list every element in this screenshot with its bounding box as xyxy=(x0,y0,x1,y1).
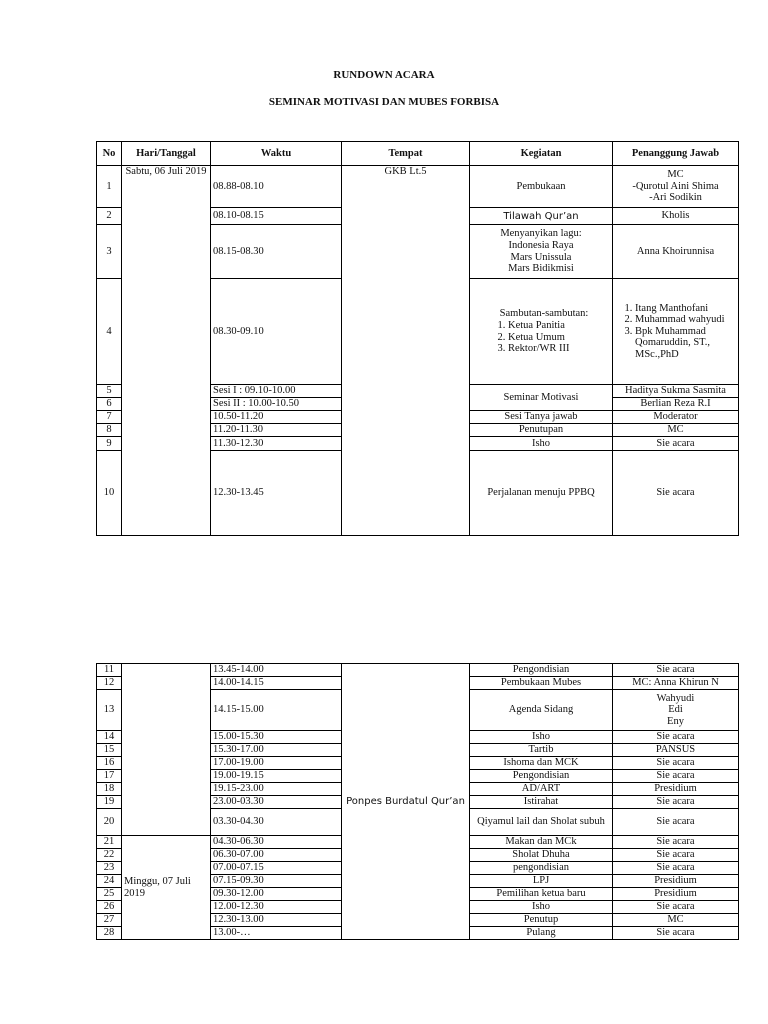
row-pj: Sie acara xyxy=(613,849,739,862)
pj-line: Wahyudi xyxy=(656,692,695,704)
kegiatan-line: Menyanyikan lagu: xyxy=(500,228,582,240)
row-pj: Kholis xyxy=(613,208,739,225)
pj-line: -Qurotul Aini Shima xyxy=(632,180,719,192)
row-no: 23 xyxy=(97,862,122,875)
row-waktu: 08.30-09.10 xyxy=(211,279,342,385)
row-pj: Sie acara xyxy=(613,862,739,875)
row-waktu: 06.30-07.00 xyxy=(211,849,342,862)
pj-line: Edi xyxy=(668,704,683,716)
row-no: 25 xyxy=(97,888,122,901)
row-waktu: 13.00-… xyxy=(211,927,342,940)
row-waktu: 15.30-17.00 xyxy=(211,744,342,757)
row-kegiatan: Qiyamul lail dan Sholat subuh xyxy=(470,809,613,836)
row-no: 11 xyxy=(97,664,122,677)
row-waktu: 09.30-12.00 xyxy=(211,888,342,901)
row-waktu: 11.30-12.30 xyxy=(211,437,342,451)
row-pj: MC xyxy=(613,424,739,437)
row-kegiatan: Pembukaan xyxy=(470,166,613,208)
row-waktu: 08.10-08.15 xyxy=(211,208,342,225)
row-no: 10 xyxy=(97,451,122,536)
row-pj: Presidium xyxy=(613,875,739,888)
header-tempat: Tempat xyxy=(342,142,470,166)
row-waktu: 12.30-13.00 xyxy=(211,914,342,927)
kegiatan-line: Mars Bidikmisi xyxy=(508,263,574,275)
row-date-empty xyxy=(122,664,211,836)
row-waktu: 19.00-19.15 xyxy=(211,770,342,783)
list-item: 1. Itang Manthofani xyxy=(635,303,736,315)
row-pj: Presidium xyxy=(613,783,739,796)
row-no: 17 xyxy=(97,770,122,783)
row-pj: PANSUS xyxy=(613,744,739,757)
row-kegiatan: Tartib xyxy=(470,744,613,757)
row-pj: Moderator xyxy=(613,411,739,424)
row-pj: Anna Khoirunnisa xyxy=(613,225,739,279)
row-kegiatan: Pembukaan Mubes xyxy=(470,677,613,690)
row-pj: Sie acara xyxy=(613,809,739,836)
row-waktu: 15.00-15.30 xyxy=(211,731,342,744)
row-kegiatan: AD/ART xyxy=(470,783,613,796)
row-kegiatan: Tilawah Qur’an xyxy=(470,208,613,225)
row-pj: MC xyxy=(613,914,739,927)
row-no: 6 xyxy=(97,398,122,411)
row-no: 28 xyxy=(97,927,122,940)
row-kegiatan: Ishoma dan MCK xyxy=(470,757,613,770)
table-row xyxy=(97,664,739,677)
table-row xyxy=(97,166,739,208)
row-no: 20 xyxy=(97,809,122,836)
row-kegiatan: Makan dan MCk xyxy=(470,836,613,849)
row-kegiatan: Perjalanan menuju PPBQ xyxy=(470,451,613,536)
row-pj: Haditya Sukma Sasmita xyxy=(613,385,739,398)
row-kegiatan: Agenda Sidang xyxy=(470,690,613,731)
row-no: 27 xyxy=(97,914,122,927)
list-item: 1. Ketua Panitia xyxy=(508,320,610,332)
row-no: 1 xyxy=(97,166,122,208)
row-waktu: 10.50-11.20 xyxy=(211,411,342,424)
row-waktu: 23.00-03.30 xyxy=(211,796,342,809)
row-no: 4 xyxy=(97,279,122,385)
row-date: Minggu, 07 Juli 2019 xyxy=(122,836,211,940)
row-waktu: 08.88-08.10 xyxy=(211,166,342,208)
row-kegiatan: Sholat Dhuha xyxy=(470,849,613,862)
row-no: 7 xyxy=(97,411,122,424)
row-place: GKB Lt.5 xyxy=(342,166,470,536)
row-waktu: 12.00-12.30 xyxy=(211,901,342,914)
row-waktu: 14.00-14.15 xyxy=(211,677,342,690)
kegiatan-heading: Sambutan-sambutan: xyxy=(499,308,589,320)
row-no: 3 xyxy=(97,225,122,279)
row-waktu: 14.15-15.00 xyxy=(211,690,342,731)
row-kegiatan: Sesi Tanya jawab xyxy=(470,411,613,424)
rundown-table-day2 xyxy=(96,663,739,940)
row-no: 13 xyxy=(97,690,122,731)
row-no: 9 xyxy=(97,437,122,451)
table-header-row xyxy=(97,142,739,166)
row-no: 21 xyxy=(97,836,122,849)
header-penanggung-jawab: Penanggung Jawab xyxy=(613,142,739,166)
row-pj: Berlian Reza R.I xyxy=(613,398,739,411)
row-pj: Sie acara xyxy=(613,437,739,451)
kegiatan-line: Indonesia Raya xyxy=(508,239,574,251)
row-no: 2 xyxy=(97,208,122,225)
row-kegiatan: pengondisian xyxy=(470,862,613,875)
row-pj: Sie acara xyxy=(613,770,739,783)
row-pj: Sie acara xyxy=(613,901,739,914)
row-pj: MC: Anna Khirun N xyxy=(613,677,739,690)
pj-line: MC xyxy=(667,169,684,181)
rundown-table-day1 xyxy=(96,141,739,536)
row-kegiatan: Pengondisian xyxy=(470,664,613,677)
row-pj: Sie acara xyxy=(613,796,739,809)
row-date: Sabtu, 06 Juli 2019 xyxy=(122,166,211,536)
row-waktu: Sesi I : 09.10-10.00 xyxy=(211,385,342,398)
header-waktu: Waktu xyxy=(211,142,342,166)
row-pj xyxy=(613,166,739,208)
row-no: 12 xyxy=(97,677,122,690)
row-kegiatan: Isho xyxy=(470,437,613,451)
row-kegiatan: Pulang xyxy=(470,927,613,940)
kegiatan-line: Mars Unissula xyxy=(510,251,572,263)
row-place: Ponpes Burdatul Qur’an xyxy=(342,664,470,940)
list-item: 2. Ketua Umum xyxy=(508,332,610,344)
row-waktu: 13.45-14.00 xyxy=(211,664,342,677)
row-kegiatan: Istirahat xyxy=(470,796,613,809)
header-kegiatan: Kegiatan xyxy=(470,142,613,166)
row-no: 18 xyxy=(97,783,122,796)
row-no: 24 xyxy=(97,875,122,888)
row-waktu: 17.00-19.00 xyxy=(211,757,342,770)
row-waktu: 07.00-07.15 xyxy=(211,862,342,875)
row-kegiatan: Seminar Motivasi xyxy=(470,385,613,411)
list-item: 3. Bpk Muhammad Qomaruddin, ST., MSc.,PhD xyxy=(635,326,736,361)
row-no: 14 xyxy=(97,731,122,744)
row-waktu: 11.20-11.30 xyxy=(211,424,342,437)
row-pj xyxy=(613,279,739,385)
row-kegiatan: Pengondisian xyxy=(470,770,613,783)
list-item: 3. Rektor/WR III xyxy=(508,343,610,355)
row-waktu: 03.30-04.30 xyxy=(211,809,342,836)
row-no: 16 xyxy=(97,757,122,770)
row-kegiatan: LPJ xyxy=(470,875,613,888)
document-title: RUNDOWN ACARA xyxy=(333,69,435,81)
row-pj: Sie acara xyxy=(613,757,739,770)
row-waktu: 19.15-23.00 xyxy=(211,783,342,796)
row-no: 8 xyxy=(97,424,122,437)
row-pj: Sie acara xyxy=(613,836,739,849)
row-waktu: Sesi II : 10.00-10.50 xyxy=(211,398,342,411)
header-no: No xyxy=(97,142,122,166)
row-no: 22 xyxy=(97,849,122,862)
row-no: 5 xyxy=(97,385,122,398)
row-kegiatan: Penutupan xyxy=(470,424,613,437)
row-kegiatan xyxy=(470,279,613,385)
row-no: 26 xyxy=(97,901,122,914)
document-subtitle: SEMINAR MOTIVASI DAN MUBES FORBISA xyxy=(268,96,500,108)
header-hari-tanggal: Hari/Tanggal xyxy=(122,142,211,166)
list-item: 2. Muhammad wahyudi xyxy=(635,314,736,326)
row-kegiatan: Penutup xyxy=(470,914,613,927)
row-kegiatan xyxy=(470,225,613,279)
row-pj: Sie acara xyxy=(613,664,739,677)
row-pj xyxy=(613,690,739,731)
pj-line: -Ari Sodikin xyxy=(649,192,702,204)
row-waktu: 08.15-08.30 xyxy=(211,225,342,279)
row-pj: Sie acara xyxy=(613,927,739,940)
row-pj: Sie acara xyxy=(613,451,739,536)
row-waktu: 12.30-13.45 xyxy=(211,451,342,536)
pj-line: Eny xyxy=(667,715,684,727)
row-no: 19 xyxy=(97,796,122,809)
row-kegiatan: Pemilihan ketua baru xyxy=(470,888,613,901)
row-waktu: 07.15-09.30 xyxy=(211,875,342,888)
row-pj: Presidium xyxy=(613,888,739,901)
row-no: 15 xyxy=(97,744,122,757)
row-kegiatan: Isho xyxy=(470,731,613,744)
row-waktu: 04.30-06.30 xyxy=(211,836,342,849)
row-kegiatan: Isho xyxy=(470,901,613,914)
row-pj: Sie acara xyxy=(613,731,739,744)
